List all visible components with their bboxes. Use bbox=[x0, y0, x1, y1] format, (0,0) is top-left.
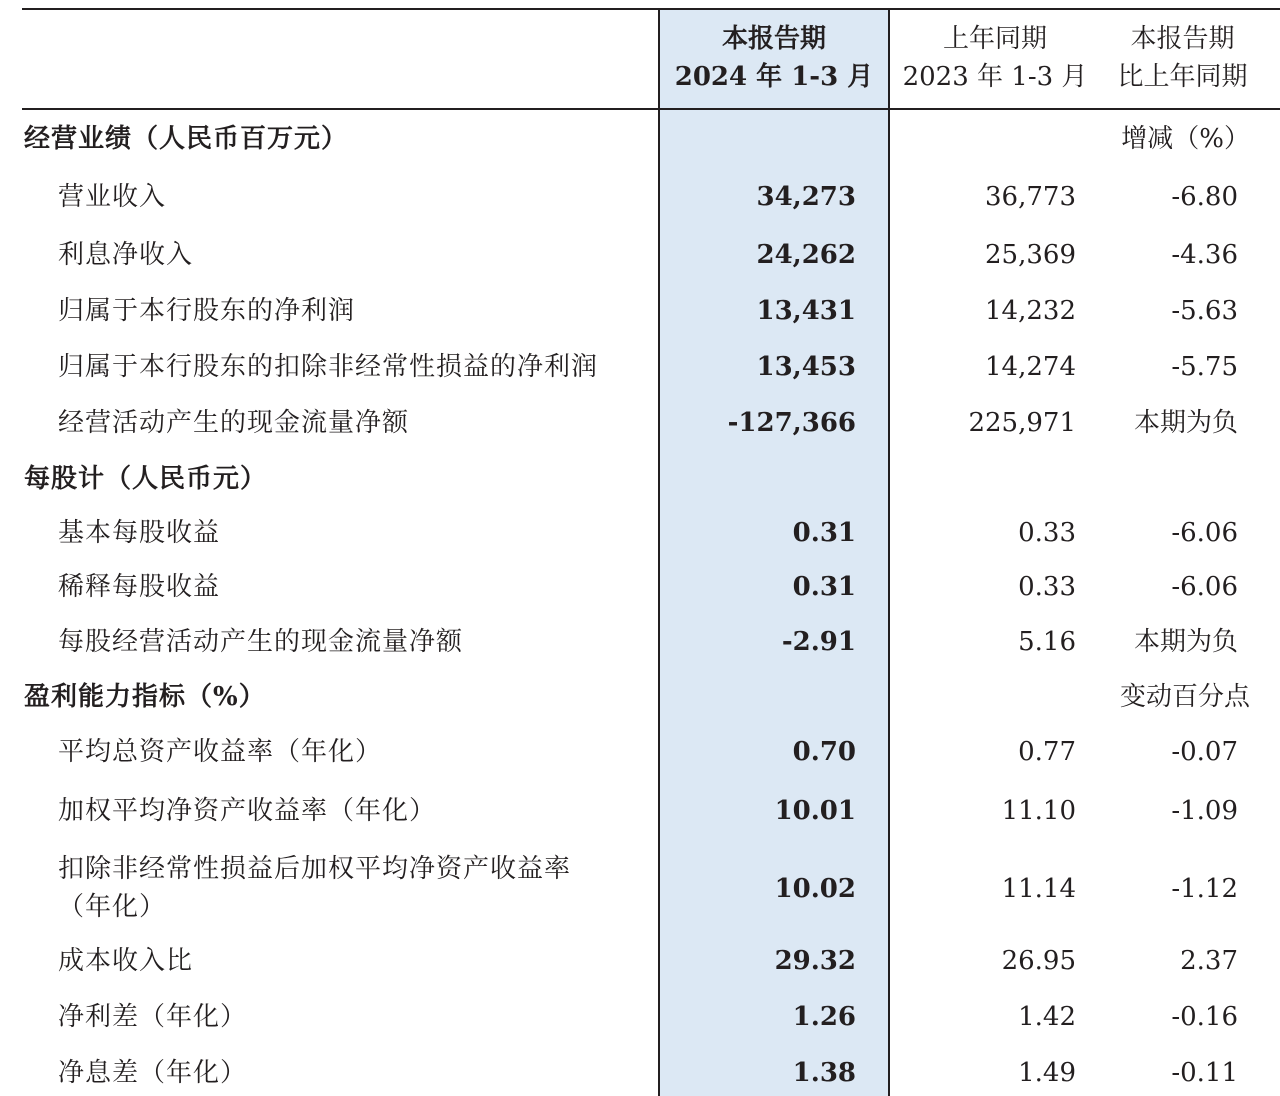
row-change: -5.75 bbox=[1171, 352, 1238, 382]
row-label: 基本每股收益 bbox=[58, 518, 221, 548]
row-change: -6.80 bbox=[1171, 182, 1238, 212]
column-divider-current bbox=[658, 10, 660, 1096]
header-current-period bbox=[660, 20, 888, 96]
row-label bbox=[58, 850, 571, 926]
row-current: 0.70 bbox=[792, 737, 856, 767]
row-label: 归属于本行股东的净利润 bbox=[58, 296, 356, 326]
row-label: 净利差（年化） bbox=[58, 1002, 248, 1032]
header-current-line2: 2024 年 1-3 月 bbox=[674, 62, 874, 92]
row-current: -2.91 bbox=[781, 627, 856, 657]
header-current-line1: 本报告期 bbox=[721, 24, 826, 54]
row-previous: 25,369 bbox=[985, 240, 1076, 270]
header-change-line2: 比上年同期 bbox=[1117, 62, 1248, 92]
row-change: 变动百分点 bbox=[1119, 682, 1250, 712]
row-previous: 225,971 bbox=[968, 408, 1076, 438]
row-label: 经营业绩（人民币百万元） bbox=[24, 124, 349, 154]
row-previous: 14,274 bbox=[985, 352, 1076, 382]
row-current: 1.38 bbox=[792, 1058, 856, 1088]
row-label: 成本收入比 bbox=[58, 946, 194, 976]
row-previous: 0.33 bbox=[1018, 572, 1076, 602]
row-current: 34,273 bbox=[756, 182, 856, 212]
row-current: 13,453 bbox=[756, 352, 856, 382]
row-current: 1.26 bbox=[792, 1002, 856, 1032]
header-change-line1: 本报告期 bbox=[1130, 24, 1235, 54]
header-rule bbox=[22, 108, 1280, 110]
row-label: 利息净收入 bbox=[58, 240, 194, 270]
current-period-highlight bbox=[658, 10, 889, 1096]
row-label: 盈利能力指标（%） bbox=[24, 682, 266, 712]
row-previous: 0.33 bbox=[1018, 518, 1076, 548]
row-change: 本期为负 bbox=[1133, 627, 1238, 657]
header-previous-period bbox=[890, 20, 1100, 96]
row-label: 营业收入 bbox=[58, 182, 167, 212]
row-current: 29.32 bbox=[774, 946, 856, 976]
row-current: -127,366 bbox=[727, 408, 856, 438]
row-label-line2: （年化） bbox=[58, 892, 167, 922]
row-current: 0.31 bbox=[792, 572, 856, 602]
row-change: -1.12 bbox=[1171, 874, 1238, 904]
row-label-line1: 扣除非经常性损益后加权平均净资产收益率 bbox=[58, 854, 572, 884]
row-change: 增减（%） bbox=[1121, 124, 1250, 154]
top-rule bbox=[22, 8, 1280, 10]
row-previous: 36,773 bbox=[985, 182, 1076, 212]
row-previous: 11.10 bbox=[1001, 796, 1076, 826]
row-label: 稀释每股收益 bbox=[58, 572, 221, 602]
row-change: -4.36 bbox=[1171, 240, 1238, 270]
row-label: 经营活动产生的现金流量净额 bbox=[58, 408, 410, 438]
row-change: -1.09 bbox=[1171, 796, 1238, 826]
row-current: 24,262 bbox=[756, 240, 856, 270]
row-current: 13,431 bbox=[756, 296, 856, 326]
row-change: -0.16 bbox=[1171, 1002, 1238, 1032]
row-previous: 11.14 bbox=[1001, 874, 1076, 904]
row-change: -0.11 bbox=[1171, 1058, 1238, 1088]
header-change bbox=[1100, 20, 1265, 96]
row-previous: 14,232 bbox=[985, 296, 1076, 326]
header-previous-line1: 上年同期 bbox=[942, 24, 1047, 54]
row-label: 每股经营活动产生的现金流量净额 bbox=[58, 627, 464, 657]
row-label: 加权平均净资产收益率（年化） bbox=[58, 796, 437, 826]
row-change: 2.37 bbox=[1180, 946, 1238, 976]
row-change: -6.06 bbox=[1171, 572, 1238, 602]
row-label: 归属于本行股东的扣除非经常性损益的净利润 bbox=[58, 352, 599, 382]
row-label: 每股计（人民币元） bbox=[24, 464, 268, 494]
row-current: 10.01 bbox=[774, 796, 856, 826]
row-previous: 5.16 bbox=[1018, 627, 1076, 657]
row-previous: 1.49 bbox=[1018, 1058, 1076, 1088]
row-previous: 26.95 bbox=[1001, 946, 1076, 976]
row-change: -0.07 bbox=[1171, 737, 1238, 767]
header-previous-line2: 2023 年 1-3 月 bbox=[902, 62, 1088, 92]
column-divider-previous bbox=[888, 10, 890, 1096]
row-previous: 0.77 bbox=[1018, 737, 1076, 767]
row-change: -6.06 bbox=[1171, 518, 1238, 548]
row-current: 10.02 bbox=[774, 874, 856, 904]
row-change: -5.63 bbox=[1171, 296, 1238, 326]
row-current: 0.31 bbox=[792, 518, 856, 548]
row-change: 本期为负 bbox=[1133, 408, 1238, 438]
row-previous: 1.42 bbox=[1018, 1002, 1076, 1032]
row-label: 净息差（年化） bbox=[58, 1058, 248, 1088]
row-label: 平均总资产收益率（年化） bbox=[58, 737, 383, 767]
